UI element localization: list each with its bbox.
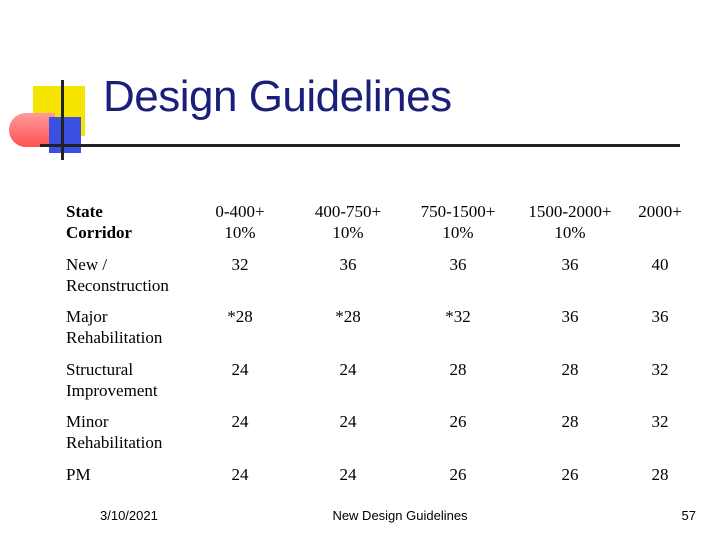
table-cell: 28	[561, 412, 579, 431]
row-label: Structural Improvement	[66, 359, 158, 400]
table-cell: 32	[651, 412, 669, 431]
footer-title: New Design Guidelines	[332, 508, 468, 523]
logo-blue-square	[49, 117, 81, 153]
table-cell: 32	[231, 254, 249, 274]
table-header-row	[60, 195, 694, 248]
table-row	[60, 353, 694, 406]
table-cell: 36	[561, 307, 579, 326]
table-cell: *28	[227, 307, 253, 326]
table-row	[60, 300, 694, 353]
table-cell: 36	[449, 254, 467, 274]
table-cell: 24	[339, 412, 357, 431]
table-cell: 28	[651, 464, 669, 484]
title-underline	[40, 144, 680, 147]
table-row	[60, 248, 694, 301]
row-label: New / Reconstruction	[66, 254, 169, 295]
table-cell: 36	[561, 254, 579, 274]
table-row	[60, 458, 694, 508]
table-cell: 40	[651, 254, 669, 274]
table-cell: 36	[339, 254, 357, 274]
table-cell: 24	[339, 464, 357, 484]
table-cell: 28	[449, 359, 467, 379]
header-label-line1: State	[66, 202, 103, 221]
header-label-cell	[60, 195, 186, 248]
guidelines-table	[60, 195, 694, 508]
row-label: PM	[66, 464, 91, 484]
row-label: Major Rehabilitation	[66, 307, 163, 348]
table-row	[60, 405, 694, 458]
table-cell: *32	[445, 307, 471, 326]
table-cell: 24	[231, 412, 249, 431]
header-col-3: 750-1500+ 10%	[420, 202, 496, 243]
header-col-1: 0-400+ 10%	[215, 202, 265, 243]
footer-date: 3/10/2021	[100, 508, 158, 523]
page-title: Design Guidelines	[103, 72, 452, 121]
table-cell: *28	[335, 307, 361, 326]
table-cell: 36	[651, 307, 669, 326]
page-number: 57	[681, 508, 696, 523]
table-cell: 26	[561, 464, 579, 484]
row-label: Minor Rehabilitation	[66, 412, 163, 453]
logo-vertical-line	[61, 80, 64, 160]
table-cell: 32	[651, 359, 669, 379]
header-col-5: 2000+	[638, 202, 682, 221]
header-col-2: 400-750+ 10%	[314, 202, 382, 243]
header-col-4: 1500-2000+ 10%	[528, 202, 612, 243]
table-cell: 24	[231, 464, 249, 484]
table-cell: 24	[231, 359, 249, 379]
header-label-line2: Corridor	[66, 223, 133, 243]
table-cell: 26	[449, 464, 467, 484]
table-cell: 26	[449, 412, 467, 431]
table-cell: 28	[561, 359, 579, 379]
table-cell: 24	[339, 359, 357, 379]
